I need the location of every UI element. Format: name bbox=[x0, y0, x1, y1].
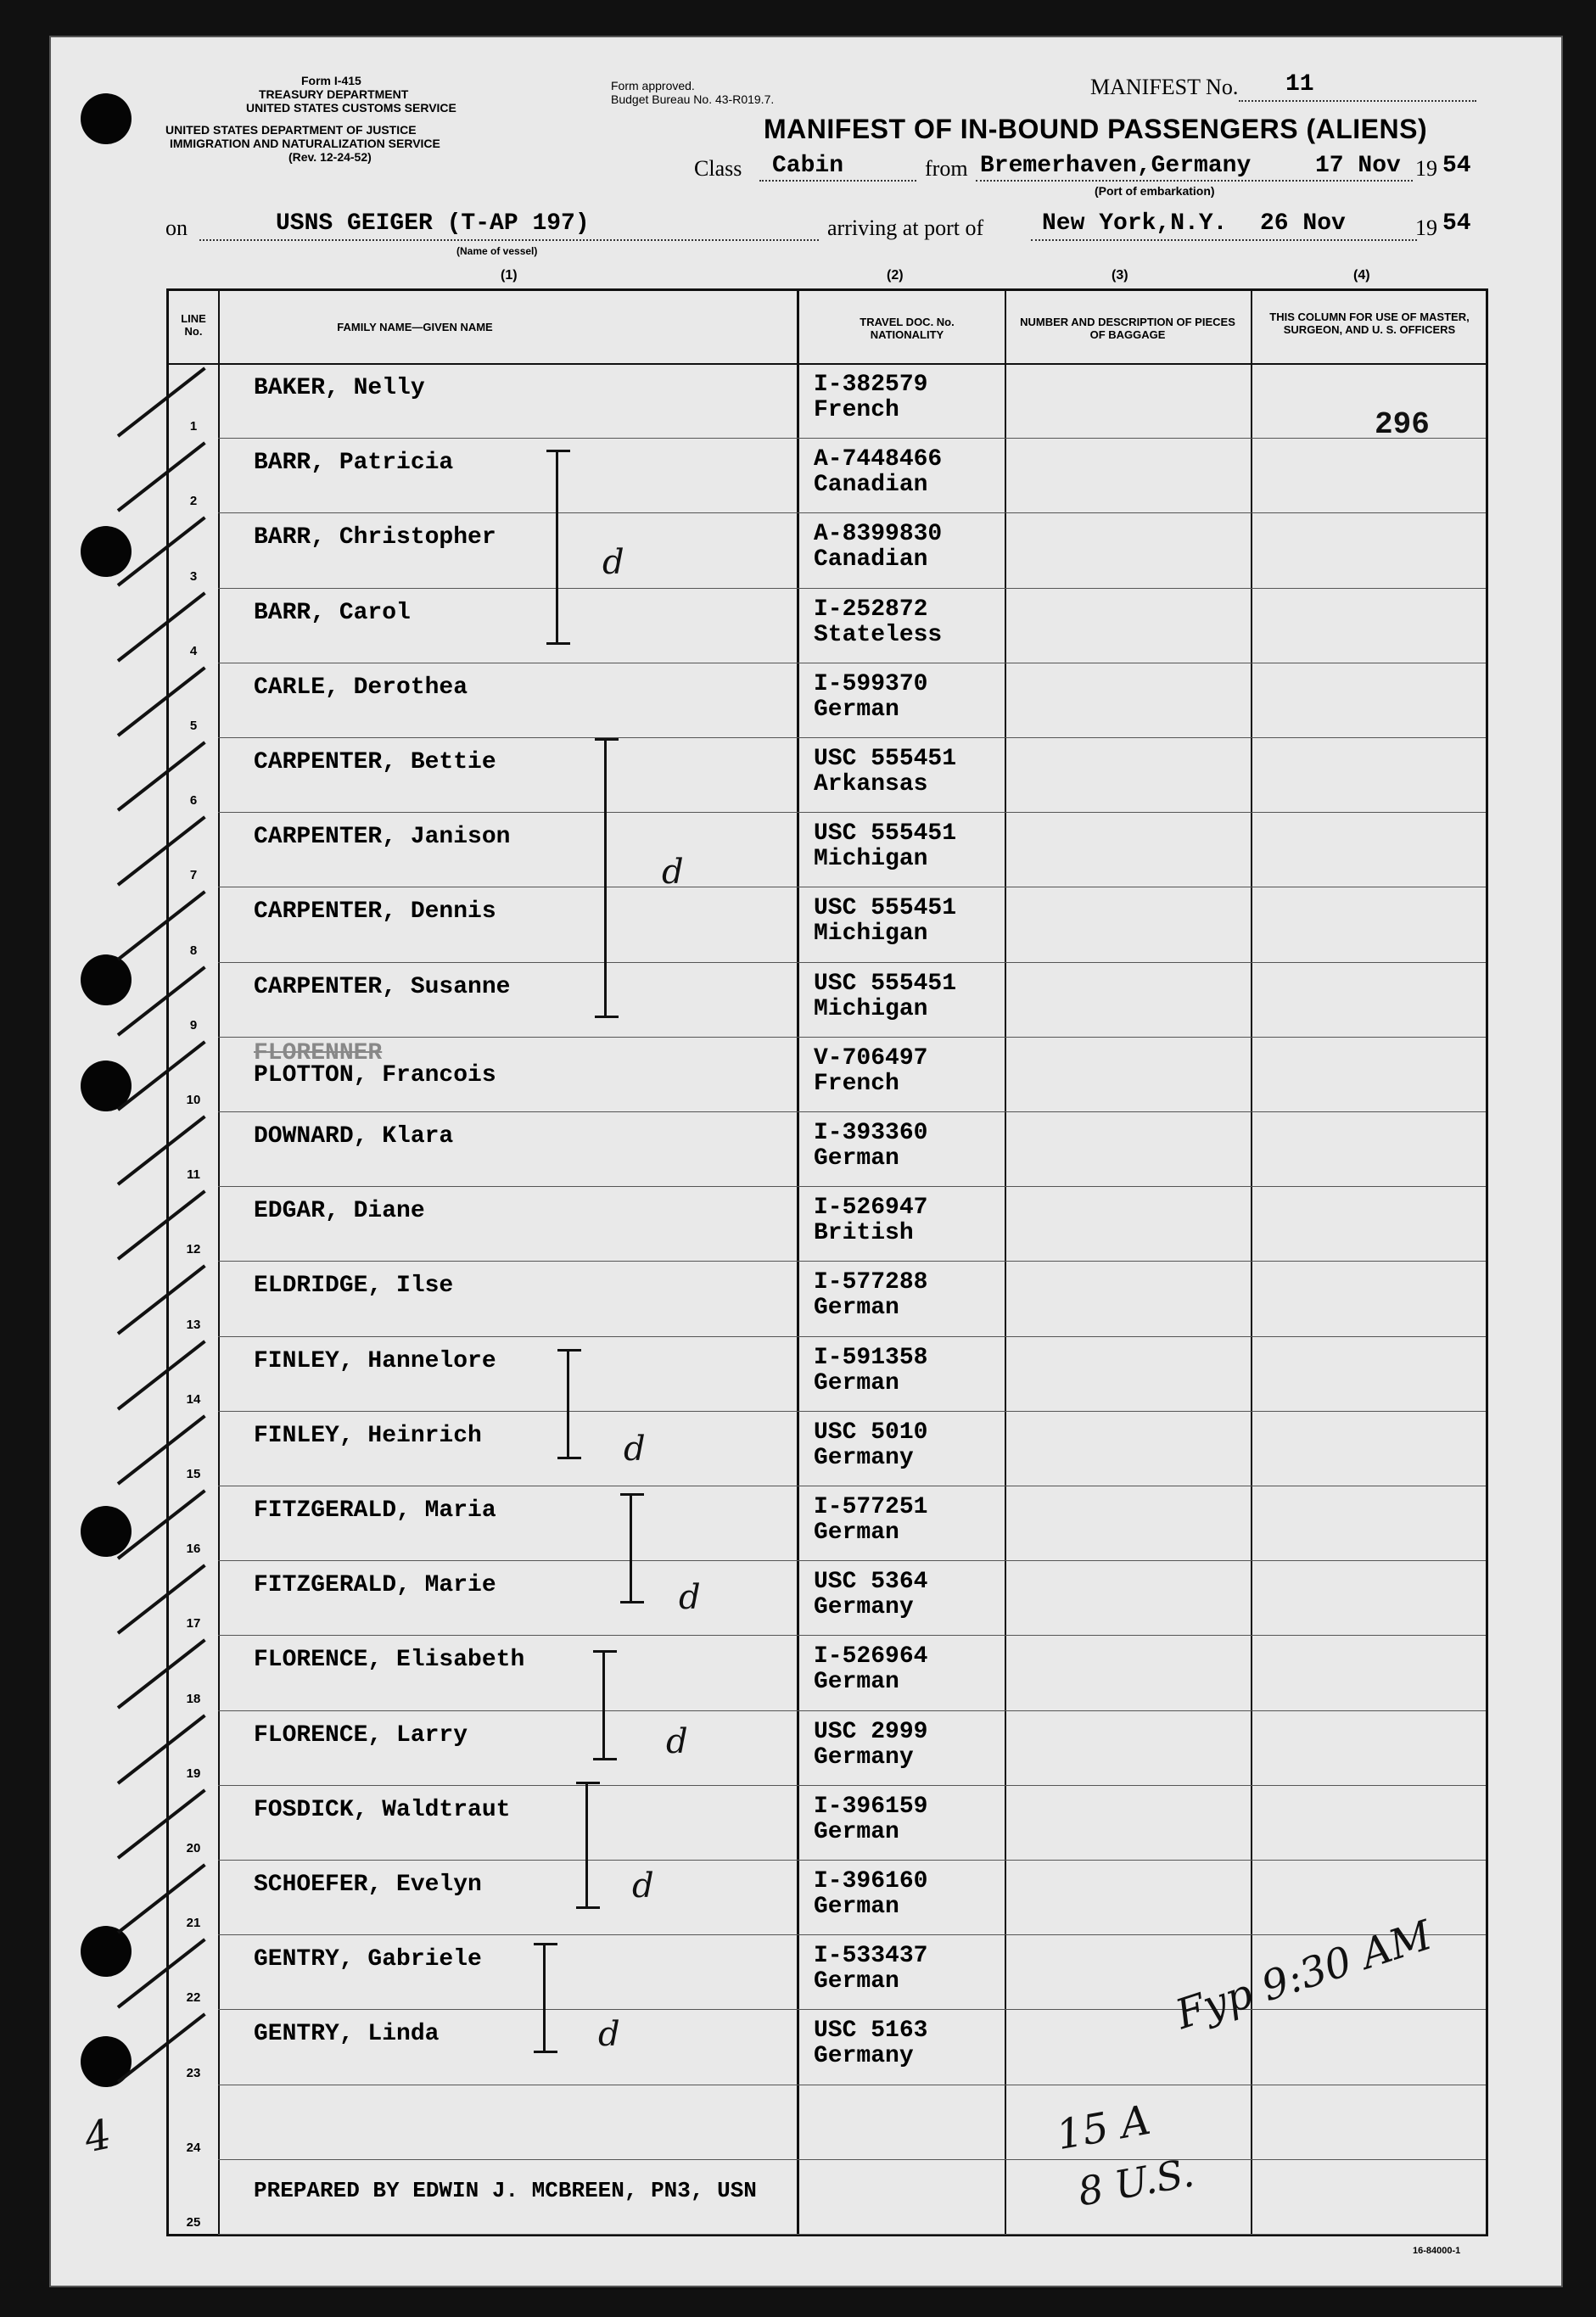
travel-doc-number: USC 5163 bbox=[814, 2018, 928, 2044]
line-number: 21 bbox=[186, 1916, 201, 1930]
manifest-no-value: 11 bbox=[1285, 71, 1314, 98]
travel-doc-number: USC 555451 bbox=[814, 971, 957, 997]
passenger-name: GENTRY, Gabriele bbox=[254, 1946, 482, 1973]
vessel-name: USNS GEIGER (T-AP 197) bbox=[276, 210, 590, 237]
nationality: German bbox=[814, 697, 899, 723]
travel-doc-number: I-393360 bbox=[814, 1120, 928, 1146]
line-number: 2 bbox=[189, 494, 198, 508]
port-caption: (Port of embarkation) bbox=[1095, 184, 1215, 198]
from-year-prefix: 19 bbox=[1415, 156, 1437, 181]
line-number: 17 bbox=[186, 1616, 201, 1631]
column-number: (2) bbox=[887, 268, 904, 283]
line-number: 1 bbox=[189, 419, 198, 434]
col-header-travel-doc: TRAVEL DOC. No. NATIONALITY bbox=[860, 316, 955, 341]
punch-hole bbox=[81, 93, 132, 144]
passenger-name: FITZGERALD, Maria bbox=[254, 1497, 496, 1524]
travel-doc-number: I-577288 bbox=[814, 1269, 928, 1296]
col-divider bbox=[1251, 291, 1252, 2234]
line-number: 6 bbox=[189, 793, 198, 808]
line-number: 8 bbox=[189, 943, 198, 958]
family-mark: d bbox=[662, 853, 684, 892]
row-rule bbox=[218, 1860, 1486, 1861]
passenger-name: FOSDICK, Waldtraut bbox=[254, 1797, 511, 1823]
passenger-name: BARR, Christopher bbox=[254, 524, 496, 551]
row-rule bbox=[218, 1560, 1486, 1561]
officer-signature-note: Fyp 9:30 AM bbox=[1170, 1911, 1438, 2040]
column-number: (4) bbox=[1353, 268, 1370, 283]
family-mark: d bbox=[598, 2015, 620, 2054]
line-number: 14 bbox=[186, 1392, 201, 1407]
passenger-name: DOWNARD, Klara bbox=[254, 1123, 454, 1150]
arrival-year-prefix: 19 bbox=[1415, 215, 1437, 240]
crossed-out-name: FLORENNER bbox=[254, 1040, 383, 1066]
arrival-line bbox=[1031, 239, 1417, 241]
passenger-name: CARLE, Derothea bbox=[254, 674, 468, 701]
arrival-date: 26 Nov bbox=[1260, 210, 1346, 237]
row-rule bbox=[218, 588, 1486, 589]
col-header-officers: THIS COLUMN FOR USE OF MASTER, SURGEON, AND U. S. OFFICERS bbox=[1269, 311, 1470, 336]
travel-doc-number: V-706497 bbox=[814, 1045, 928, 1072]
col-divider bbox=[218, 291, 220, 2234]
travel-doc-number: I-577251 bbox=[814, 1494, 928, 1520]
ins-line: IMMIGRATION AND NATURALIZATION SERVICE bbox=[170, 137, 440, 150]
travel-doc-number: I-591358 bbox=[814, 1345, 928, 1371]
line-number: 3 bbox=[189, 569, 198, 584]
passenger-name: FITZGERALD, Marie bbox=[254, 1572, 496, 1598]
line-number: 10 bbox=[186, 1093, 201, 1107]
class-label: Class bbox=[694, 156, 742, 181]
family-bracket bbox=[585, 1782, 588, 1909]
from-year: 54 bbox=[1442, 153, 1471, 179]
row-rule bbox=[218, 2159, 1486, 2160]
officer-note-count: 15 A bbox=[1052, 2096, 1155, 2160]
margin-note: 4 bbox=[80, 2110, 116, 2163]
family-mark: d bbox=[679, 1578, 701, 1617]
passenger-name: PLOTTON, Francois bbox=[254, 1062, 496, 1089]
from-date: 17 Nov bbox=[1315, 153, 1401, 179]
row-rule bbox=[218, 1336, 1486, 1337]
passenger-name: CARPENTER, Janison bbox=[254, 824, 511, 850]
column-number: (3) bbox=[1112, 268, 1128, 283]
row-rule bbox=[218, 1111, 1486, 1112]
family-bracket bbox=[567, 1349, 569, 1459]
officer-note-us: 8 U.S. bbox=[1074, 2149, 1198, 2215]
nationality: Michigan bbox=[814, 846, 928, 872]
travel-doc-number: USC 555451 bbox=[814, 895, 957, 921]
col-divider bbox=[797, 291, 799, 2234]
nationality: French bbox=[814, 1071, 899, 1097]
family-mark: d bbox=[632, 1866, 654, 1906]
travel-doc-number: I-252872 bbox=[814, 596, 928, 623]
nationality: Canadian bbox=[814, 546, 928, 573]
nationality: German bbox=[814, 1145, 899, 1172]
travel-doc-number: I-396159 bbox=[814, 1794, 928, 1820]
line-number: 24 bbox=[186, 2141, 201, 2155]
row-rule bbox=[218, 2234, 1486, 2235]
line-number: 20 bbox=[186, 1841, 201, 1855]
family-bracket bbox=[604, 738, 607, 1018]
passenger-name: EDGAR, Diane bbox=[254, 1198, 425, 1224]
line-number: 22 bbox=[186, 1990, 201, 2005]
treasury-line: TREASURY DEPARTMENT bbox=[259, 87, 409, 101]
nationality: Germany bbox=[814, 1445, 914, 1471]
col-header-baggage: NUMBER AND DESCRIPTION OF PIECES OF BAGGAGE bbox=[1020, 316, 1235, 341]
passenger-name: CARPENTER, Dennis bbox=[254, 898, 496, 925]
arrival-port: New York,N.Y. bbox=[1042, 210, 1228, 237]
vessel-caption: (Name of vessel) bbox=[456, 245, 538, 257]
nationality: Stateless bbox=[814, 622, 943, 648]
travel-doc-number: I-526947 bbox=[814, 1195, 928, 1221]
line-number: 13 bbox=[186, 1318, 201, 1332]
arriving-label: arriving at port of bbox=[827, 215, 984, 240]
travel-doc-number: USC 5364 bbox=[814, 1569, 928, 1595]
travel-doc-number: I-382579 bbox=[814, 372, 928, 398]
class-line bbox=[759, 180, 916, 182]
line-number: 18 bbox=[186, 1692, 201, 1706]
header-rule bbox=[169, 363, 1486, 365]
punch-hole bbox=[81, 954, 132, 1005]
nationality: German bbox=[814, 1295, 899, 1321]
nationality: British bbox=[814, 1220, 914, 1246]
footer-code: 16-84000-1 bbox=[1413, 2246, 1461, 2256]
travel-doc-number: USC 555451 bbox=[814, 746, 957, 772]
prepared-by: PREPARED BY EDWIN J. MCBREEN, PN3, USN bbox=[254, 2178, 757, 2203]
row-rule bbox=[218, 1186, 1486, 1187]
passenger-name: FLORENCE, Larry bbox=[254, 1722, 468, 1749]
nationality: German bbox=[814, 1519, 899, 1546]
line-number: 12 bbox=[186, 1242, 201, 1256]
row-rule bbox=[218, 962, 1486, 963]
line-number: 25 bbox=[186, 2215, 201, 2230]
passenger-name: SCHOEFER, Evelyn bbox=[254, 1872, 482, 1898]
line-number: 11 bbox=[187, 1167, 200, 1182]
line-number: 5 bbox=[189, 719, 198, 733]
line-number: 19 bbox=[186, 1766, 201, 1781]
line-number: 7 bbox=[189, 868, 198, 882]
nationality: German bbox=[814, 1819, 899, 1845]
passenger-name: FINLEY, Heinrich bbox=[254, 1423, 482, 1449]
row-rule bbox=[218, 737, 1486, 738]
row-rule bbox=[218, 512, 1486, 513]
travel-doc-number: A-8399830 bbox=[814, 521, 943, 547]
passenger-name: BAKER, Nelly bbox=[254, 375, 425, 401]
family-mark: d bbox=[666, 1722, 688, 1761]
revision-line: (Rev. 12-24-52) bbox=[288, 150, 372, 164]
customs-line: UNITED STATES CUSTOMS SERVICE bbox=[246, 101, 456, 115]
travel-doc-number: I-599370 bbox=[814, 671, 928, 697]
punch-hole bbox=[81, 1506, 132, 1557]
travel-doc-number: I-526964 bbox=[814, 1643, 928, 1670]
passenger-name: CARPENTER, Bettie bbox=[254, 749, 496, 775]
passenger-name: FINLEY, Hannelore bbox=[254, 1348, 496, 1374]
on-label: on bbox=[165, 215, 188, 240]
line-number: 23 bbox=[186, 2066, 201, 2080]
line-number: 16 bbox=[186, 1542, 201, 1556]
class-value: Cabin bbox=[772, 153, 844, 179]
passenger-name: BARR, Patricia bbox=[254, 450, 454, 476]
travel-doc-number: A-7448466 bbox=[814, 446, 943, 473]
line-number: 9 bbox=[189, 1018, 198, 1033]
nationality: German bbox=[814, 1894, 899, 1920]
row-rule bbox=[218, 438, 1486, 439]
from-value: Bremerhaven,Germany bbox=[980, 153, 1252, 179]
column-number: (1) bbox=[501, 268, 518, 283]
manifest-no-line bbox=[1239, 100, 1476, 102]
passenger-name: ELDRIDGE, Ilse bbox=[254, 1273, 454, 1299]
travel-doc-number: USC 2999 bbox=[814, 1719, 928, 1745]
form-approved: Form approved. bbox=[611, 79, 695, 92]
row-rule bbox=[218, 1261, 1486, 1262]
nationality: French bbox=[814, 397, 899, 423]
row-rule bbox=[218, 1785, 1486, 1786]
punch-hole bbox=[81, 526, 132, 577]
family-mark: d bbox=[602, 543, 624, 582]
passenger-table bbox=[166, 288, 1488, 2236]
travel-doc-number: I-396160 bbox=[814, 1868, 928, 1894]
row-rule bbox=[218, 1934, 1486, 1935]
nationality: Germany bbox=[814, 1744, 914, 1771]
punch-hole bbox=[81, 1926, 132, 1977]
col-divider bbox=[1005, 291, 1006, 2234]
nationality: Germany bbox=[814, 1594, 914, 1620]
budget-bureau: Budget Bureau No. 43-R019.7. bbox=[611, 92, 775, 106]
family-bracket bbox=[602, 1650, 605, 1760]
row-rule bbox=[218, 1710, 1486, 1711]
justice-line: UNITED STATES DEPARTMENT OF JUSTICE bbox=[165, 123, 417, 137]
nationality: German bbox=[814, 1370, 899, 1396]
col-header-name: FAMILY NAME—GIVEN NAME bbox=[337, 321, 493, 333]
vessel-line bbox=[199, 239, 819, 241]
row-rule bbox=[218, 1411, 1486, 1412]
family-bracket bbox=[630, 1493, 632, 1603]
col-header-line-no: LINE No. bbox=[181, 312, 206, 338]
nationality: Canadian bbox=[814, 472, 928, 498]
travel-doc-number: USC 5010 bbox=[814, 1419, 928, 1446]
family-bracket bbox=[543, 1943, 546, 2053]
nationality: Michigan bbox=[814, 996, 928, 1022]
nationality: German bbox=[814, 1968, 899, 1995]
row-rule bbox=[218, 1635, 1486, 1636]
passenger-name: GENTRY, Linda bbox=[254, 2021, 440, 2047]
passenger-name: FLORENCE, Elisabeth bbox=[254, 1647, 525, 1673]
arrival-year: 54 bbox=[1442, 210, 1471, 237]
manifest-title: MANIFEST OF IN-BOUND PASSENGERS (ALIENS) bbox=[764, 114, 1428, 144]
line-number: 4 bbox=[189, 644, 198, 658]
family-mark: d bbox=[624, 1430, 646, 1469]
line-number: 15 bbox=[186, 1467, 201, 1481]
row-rule bbox=[218, 812, 1486, 813]
from-label: from bbox=[925, 156, 968, 181]
row-rule bbox=[218, 1037, 1486, 1038]
passenger-name: BARR, Carol bbox=[254, 600, 411, 626]
nationality: Michigan bbox=[814, 921, 928, 947]
stamp-number: 296 bbox=[1375, 407, 1430, 442]
nationality: Germany bbox=[814, 2043, 914, 2069]
travel-doc-number: USC 555451 bbox=[814, 820, 957, 847]
nationality: Arkansas bbox=[814, 771, 928, 798]
nationality: German bbox=[814, 1669, 899, 1695]
manifest-no-label: MANIFEST No. bbox=[1090, 75, 1239, 99]
family-bracket bbox=[556, 450, 558, 645]
passenger-name: CARPENTER, Susanne bbox=[254, 974, 511, 1000]
form-number: Form I-415 bbox=[301, 74, 361, 87]
row-rule bbox=[218, 2009, 1486, 2010]
from-line bbox=[976, 180, 1413, 182]
travel-doc-number: I-533437 bbox=[814, 1943, 928, 1969]
